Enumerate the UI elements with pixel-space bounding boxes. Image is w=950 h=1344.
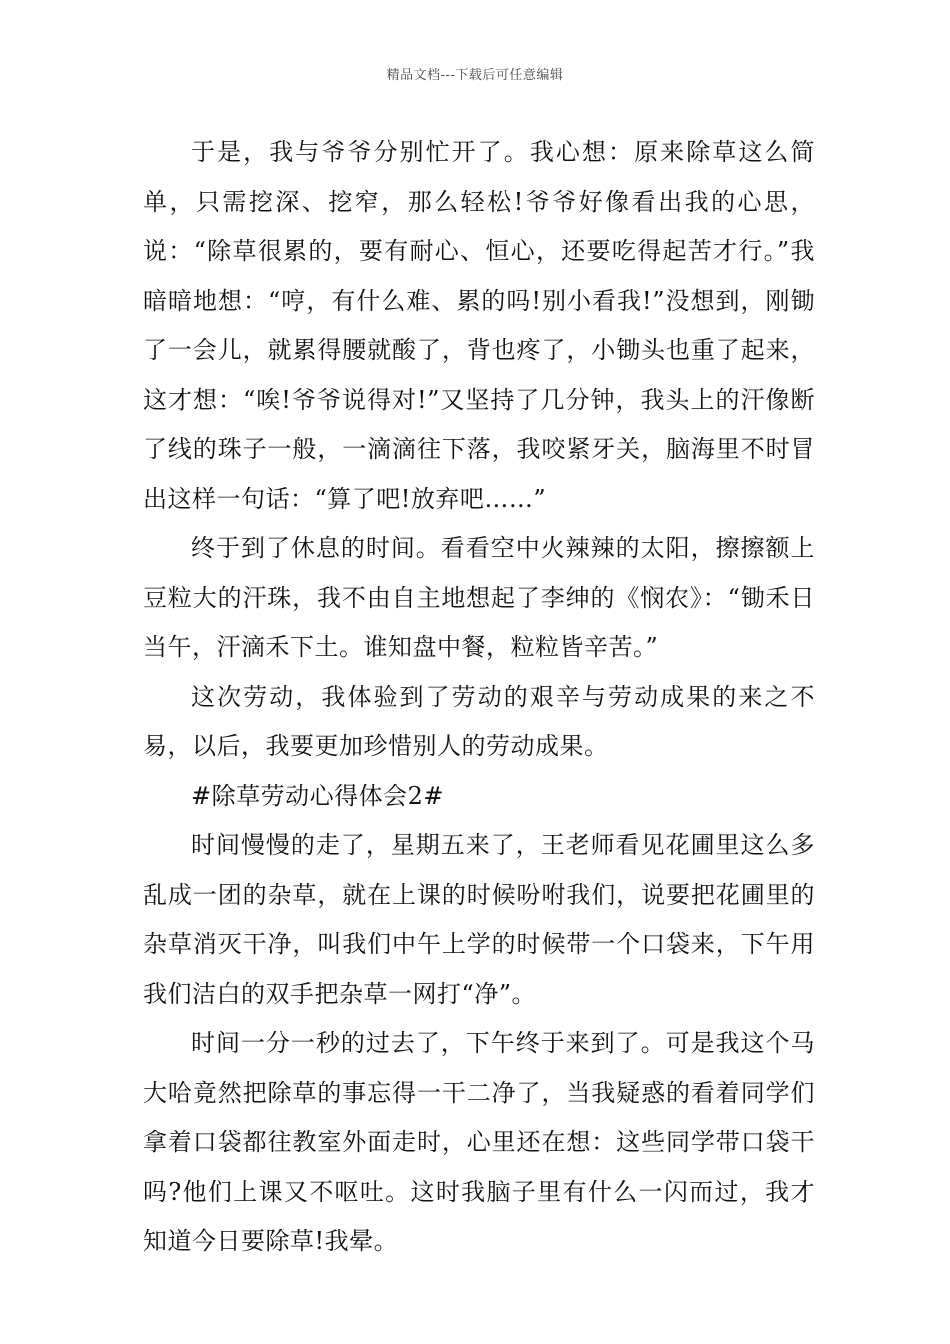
paragraph: 于是，我与爷爷分别忙开了。我心想：原来除草这么简单，只需挖深、挖窄，那么轻松!爷爷好像看出我的心思，说：“除草很累的，要有耐心、恒心，还要吃得起苦才行。”我暗暗地想：“哼，有什么难、累的吗!别小看我!”没想到，刚锄了一会儿，就累得腰就酸了，背也疼了，小锄头也重了起来，这才想：“唉!爷爷说得对!”又坚持了几分钟，我头上的汗像断了线的珠子一般，一滴滴往下落，我咬紧牙关，脑海里不时冒出这样一句话：“算了吧!放弃吧……” <box>143 138 815 513</box>
section-heading: #除草劳动心得体会2# <box>191 781 444 810</box>
paragraph: 终于到了休息的时间。看看空中火辣辣的太阳，擦擦额上豆粒大的汗珠，我不由自主地想起了李绅的《悯农》：“锄禾日当午，汗滴禾下土。谁知盘中餐，粒粒皆辛苦。” <box>143 534 815 661</box>
paragraph: 这次劳动，我体验到了劳动的艰辛与劳动成果的来之不易，以后，我要更加珍惜别人的劳动成果。 <box>143 682 815 760</box>
document-body <box>143 128 815 1267</box>
paragraph: 时间一分一秒的过去了，下午终于来到了。可是我这个马大哈竟然把除草的事忘得一干二净了，当我疑惑的看着同学们拿着口袋都往教室外面走时，心里还在想：这些同学带口袋干吗?他们上课又不呕吐。这时我脑子里有什么一闪而过，我才知道今日要除草!我晕。 <box>143 1029 815 1255</box>
paragraph: 时间慢慢的走了，星期五来了，王老师看见花圃里这么多乱成一团的杂草，就在上课的时候吩咐我们，说要把花圃里的杂草消灭干净，叫我们中午上学的时候带一个口袋来，下午用我们洁白的双手把杂草一网打“净”。 <box>143 831 815 1008</box>
page-header: 精品文档---下载后可任意编辑 <box>386 68 564 83</box>
